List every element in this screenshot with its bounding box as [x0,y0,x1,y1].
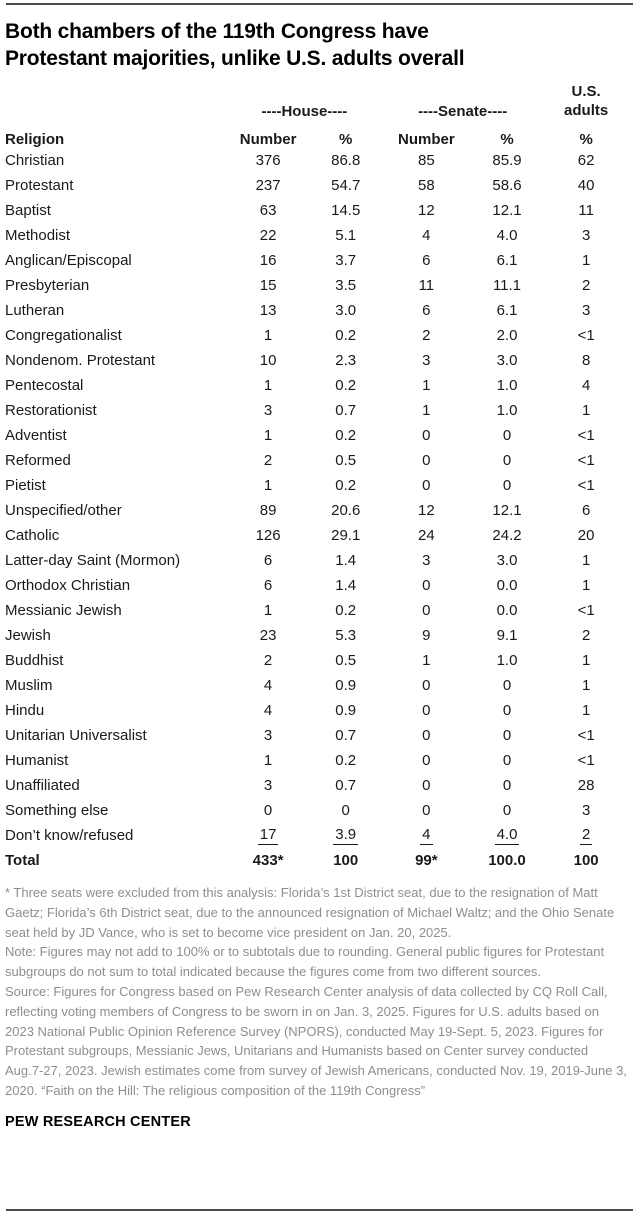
value-cell: 5.3 [335,627,357,644]
footnotes [5,883,629,1101]
value-cell: 4.0 [496,227,518,244]
religion-label: Presbyterian [5,277,90,294]
table-row [5,273,629,298]
value-cell: 0 [502,677,512,694]
value-cell: 3 [263,402,273,419]
value-cell: 0 [502,752,512,769]
us-adults-pct-column-header: % [579,131,593,148]
value-cell: 86.8 [331,152,361,169]
value-cell: 0.2 [335,752,357,769]
value-cell: 63 [259,202,277,219]
table-row [5,148,629,173]
value-cell: 1 [422,402,431,419]
value-cell: 1 [581,577,591,594]
value-cell: 0 [502,727,512,744]
religion-label: Hindu [5,702,45,719]
religion-label: Jewish [5,627,51,644]
value-cell: 100.0 [488,852,526,869]
value-cell: 100 [333,852,359,869]
value-cell: 1 [263,602,273,619]
value-cell: 0 [422,702,431,719]
value-cell: 0.7 [335,402,357,419]
value-cell: 1.0 [496,402,518,419]
religion-label: Nondenom. Protestant [5,352,156,369]
religion-label: Anglican/Episcopal [5,252,132,269]
value-cell: 1 [263,752,273,769]
value-cell: 22 [259,227,277,244]
value-cell: 6 [263,577,273,594]
title-line-1: Both chambers of the 119th Congress have [5,20,429,43]
value-cell: 3.7 [335,252,357,269]
value-cell: 0.5 [335,652,357,669]
value-cell: <1 [577,452,595,469]
value-cell: 1.0 [496,377,518,394]
underlined-value: 4 [422,826,431,843]
value-cell: 40 [577,177,595,194]
religion-label: Muslim [5,677,53,694]
value-cell: 6 [422,252,431,269]
value-cell: 5.1 [335,227,357,244]
table-body [5,148,629,873]
table-row [5,348,629,373]
value-cell: 0.0 [496,602,518,619]
table-row [5,223,629,248]
value-cell: 0 [502,427,512,444]
table-row [5,723,629,748]
table-row [5,748,629,773]
value-cell: 85 [418,152,435,169]
value-cell: 0 [422,777,431,794]
religion-label: Christian [5,152,65,169]
value-cell: 0 [422,602,431,619]
value-cell: <1 [577,427,595,444]
table-row [5,498,629,523]
religion-label: Baptist [5,202,51,219]
table-row [5,573,629,598]
underlined-value: 4.0 [496,826,518,843]
value-cell: 62 [577,152,595,169]
value-cell: 237 [255,177,281,194]
value-cell: 58 [418,177,435,194]
value-cell: 2 [422,327,431,344]
value-cell: 0.0 [496,577,518,594]
religion-label: Unitarian Universalist [5,727,147,744]
table-row [5,323,629,348]
value-cell: 3 [581,302,591,319]
value-cell: 0 [263,802,273,819]
value-cell: <1 [577,752,595,769]
value-cell: 0 [422,452,431,469]
value-cell: 0 [422,427,431,444]
value-cell: 0 [341,802,350,819]
value-cell: 3.0 [335,302,357,319]
house-group-header: ----House---- [261,103,348,120]
value-cell: 0.2 [335,377,357,394]
table-row [5,298,629,323]
value-cell: <1 [577,477,595,494]
table-row [5,548,629,573]
value-cell: 89 [259,502,277,519]
value-cell: 3.0 [496,352,518,369]
value-cell: 2.0 [496,327,518,344]
religion-label: Methodist [5,227,71,244]
value-cell: 0 [422,727,431,744]
value-cell: 20 [577,527,595,544]
value-cell: 10 [259,352,277,369]
value-cell: 11 [578,202,594,219]
value-cell [471,823,544,848]
religion-label: Pentecostal [5,377,84,394]
source-note: Source: Figures for Congress based on Pew Research Center analysis of data collected by CQ Roll Call, reflecting voting members of Congress to be sworn in on Jan. 3, 2025. Figures for U.S. adults based on 2023 National Public Opinion Reference Survey (NPORS), conducted May 19-Sept. 5, 2023. Figures for Protestant subgroups, Messianic Jews, Unitarians and Humanists based on Center survey conducted Aug.7-27, 2023. Jewish estimates come from survey of Jewish Americans, conducted Nov. 19, 2019-June 3, 2020. “Faith on the Hill: The religious composition of the 119th Congress” [5,983,627,1098]
column-group-row [5,80,629,122]
value-cell: 4 [263,702,273,719]
table-header [5,80,629,148]
underlined-value: 17 [259,826,277,843]
value-cell: 20.6 [331,502,361,519]
religion-label: Adventist [5,427,67,444]
table-row [5,473,629,498]
value-cell: 6 [422,302,431,319]
value-cell: <1 [577,602,595,619]
value-cell: 23 [259,627,277,644]
value-cell [309,823,382,848]
table-row [5,798,629,823]
religion-label: Latter-day Saint (Mormon) [5,552,181,569]
value-cell: 1.4 [335,577,357,594]
value-cell: 0 [502,452,512,469]
value-cell: 24 [418,527,435,544]
value-cell: 0 [422,577,431,594]
value-cell: 1 [263,327,273,344]
senate-number-column-header: Number [398,131,455,148]
table-row [5,248,629,273]
value-cell: 12 [418,202,435,219]
table-row [5,598,629,623]
empty-corner-cell [5,80,227,122]
value-cell: 2 [581,627,591,644]
value-cell: 11 [418,277,435,294]
value-cell: 0.2 [335,602,357,619]
religion-label: Lutheran [5,302,65,319]
value-cell: 0 [422,477,431,494]
value-cell: 4 [422,227,431,244]
table-row [5,823,629,848]
value-cell: 126 [255,527,281,544]
senate-pct-column-header: % [500,131,514,148]
us-adults-line-1: U.S. [571,83,601,100]
value-cell: 12.1 [492,202,522,219]
value-cell: 1 [422,652,431,669]
value-cell: 1 [263,477,273,494]
value-cell: 12 [418,502,435,519]
religion-table [5,80,629,873]
value-cell [543,823,629,848]
underlined-value: 2 [581,826,591,843]
value-cell: 3.5 [335,277,357,294]
value-cell [382,823,471,848]
title-line-2: Protestant majorities, unlike U.S. adults overall [5,47,465,70]
value-cell: <1 [577,727,595,744]
value-cell: 58.6 [492,177,522,194]
value-cell: 4 [263,677,273,694]
religion-label: Unspecified/other [5,502,122,519]
value-cell: 1.4 [335,552,357,569]
value-cell: 9 [422,627,431,644]
religion-label: Messianic Jewish [5,602,122,619]
religion-label: Something else [5,802,109,819]
value-cell: 0 [422,802,431,819]
house-number-column-header: Number [239,131,297,148]
value-cell: 0.9 [335,702,357,719]
value-cell: 54.7 [331,177,361,194]
value-cell: 3 [263,727,273,744]
value-cell: 0 [422,752,431,769]
value-cell: 2 [263,452,273,469]
value-cell: 1.0 [496,652,518,669]
value-cell: <1 [577,327,595,344]
table-row [5,173,629,198]
value-cell: 2 [581,277,591,294]
value-cell: 85.9 [492,152,522,169]
value-cell: 1 [581,402,591,419]
value-cell: 0.2 [335,427,357,444]
value-cell: 376 [255,152,281,169]
value-cell: 1 [581,252,591,269]
value-cell: 3 [581,227,591,244]
value-cell: 0 [502,802,512,819]
religion-label: Pietist [5,477,46,494]
value-cell: 0.9 [335,677,357,694]
pew-research-center-wordmark: PEW RESEARCH CENTER [5,1113,191,1130]
value-cell: 100 [573,852,599,869]
value-cell: 0 [502,777,512,794]
value-cell: 14.5 [331,202,361,219]
religion-column-header: Religion [5,131,65,148]
table-row [5,773,629,798]
religion-label: Unaffiliated [5,777,80,794]
value-cell: 4 [581,377,591,394]
value-cell: 1 [581,552,591,569]
value-cell: 1 [581,652,591,669]
religion-label: Protestant [5,177,74,194]
table-row [5,648,629,673]
value-cell [227,823,310,848]
religion-label: Orthodox Christian [5,577,131,594]
religion-label: Catholic [5,527,60,544]
religion-label: Restorationist [5,402,97,419]
value-cell: 0.7 [335,777,357,794]
table-row [5,673,629,698]
religion-label: Reformed [5,452,71,469]
table-row [5,448,629,473]
religion-label: Congregationalist [5,327,122,344]
table-row [5,398,629,423]
value-cell: 6.1 [496,252,518,269]
asterisk-note: * Three seats were excluded from this analysis: Florida’s 1st District seat, due to the resignation of Matt Gaetz; Florida’s 6th District seat, due to the announced resignation of Michael Waltz; and the Ohio Senate seat held by JD Vance, who is set to become vice president on Jan. 20, 2025. [5,885,615,940]
table-row [5,523,629,548]
value-cell: 1 [263,427,273,444]
value-cell: 16 [259,252,277,269]
value-cell: 6 [581,502,591,519]
value-cell: 28 [577,777,595,794]
value-cell: 9.1 [496,627,518,644]
value-cell: 0.7 [335,727,357,744]
religion-label: Humanist [5,752,69,769]
value-cell: 11.1 [492,277,522,294]
senate-group-header: ----Senate---- [418,103,508,120]
value-cell: 99* [415,852,438,869]
value-cell: 2 [263,652,273,669]
value-cell: 3 [422,552,431,569]
value-cell: 15 [259,277,277,294]
us-adults-line-2: adults [564,102,609,119]
table-row [5,423,629,448]
value-cell: 0.2 [335,477,357,494]
us-adults-group-header [543,80,629,122]
value-cell: 2.3 [335,352,357,369]
value-cell: 3 [581,802,591,819]
value-cell: 3 [263,777,273,794]
total-row [5,848,629,873]
value-cell: 0 [422,677,431,694]
value-cell: 24.2 [492,527,522,544]
value-cell: 433* [252,852,284,869]
value-cell: 12.1 [492,502,522,519]
value-cell: 1 [263,377,273,394]
value-cell: 3 [422,352,431,369]
table-row [5,198,629,223]
value-cell: 0 [502,702,512,719]
rounding-note: Note: Figures may not add to 100% or to subtotals due to rounding. General public figures for Protestant subgroups do not sum to total indicated because the figures come from two different sources. [5,944,605,980]
value-cell: 6 [263,552,273,569]
value-cell: 6.1 [496,302,518,319]
value-cell: 3.0 [496,552,518,569]
page-title [5,18,630,72]
value-cell: 13 [259,302,277,319]
bottom-rule [6,1209,633,1211]
table-row [5,373,629,398]
value-cell: 8 [581,352,591,369]
value-cell: 1 [581,677,591,694]
value-cell: 0.2 [335,327,357,344]
column-header-row [5,122,629,148]
religion-label: Don’t know/refused [5,827,134,844]
value-cell: 1 [422,377,431,394]
religion-label: Buddhist [5,652,64,669]
house-pct-column-header: % [339,131,353,148]
value-cell: 29.1 [331,527,361,544]
value-cell: 0 [502,477,512,494]
value-cell: 1 [581,702,591,719]
value-cell: 0.5 [335,452,357,469]
top-rule [6,3,633,5]
table-row [5,698,629,723]
underlined-value: 3.9 [335,826,357,843]
table-row [5,623,629,648]
religion-label: Total [5,852,40,869]
